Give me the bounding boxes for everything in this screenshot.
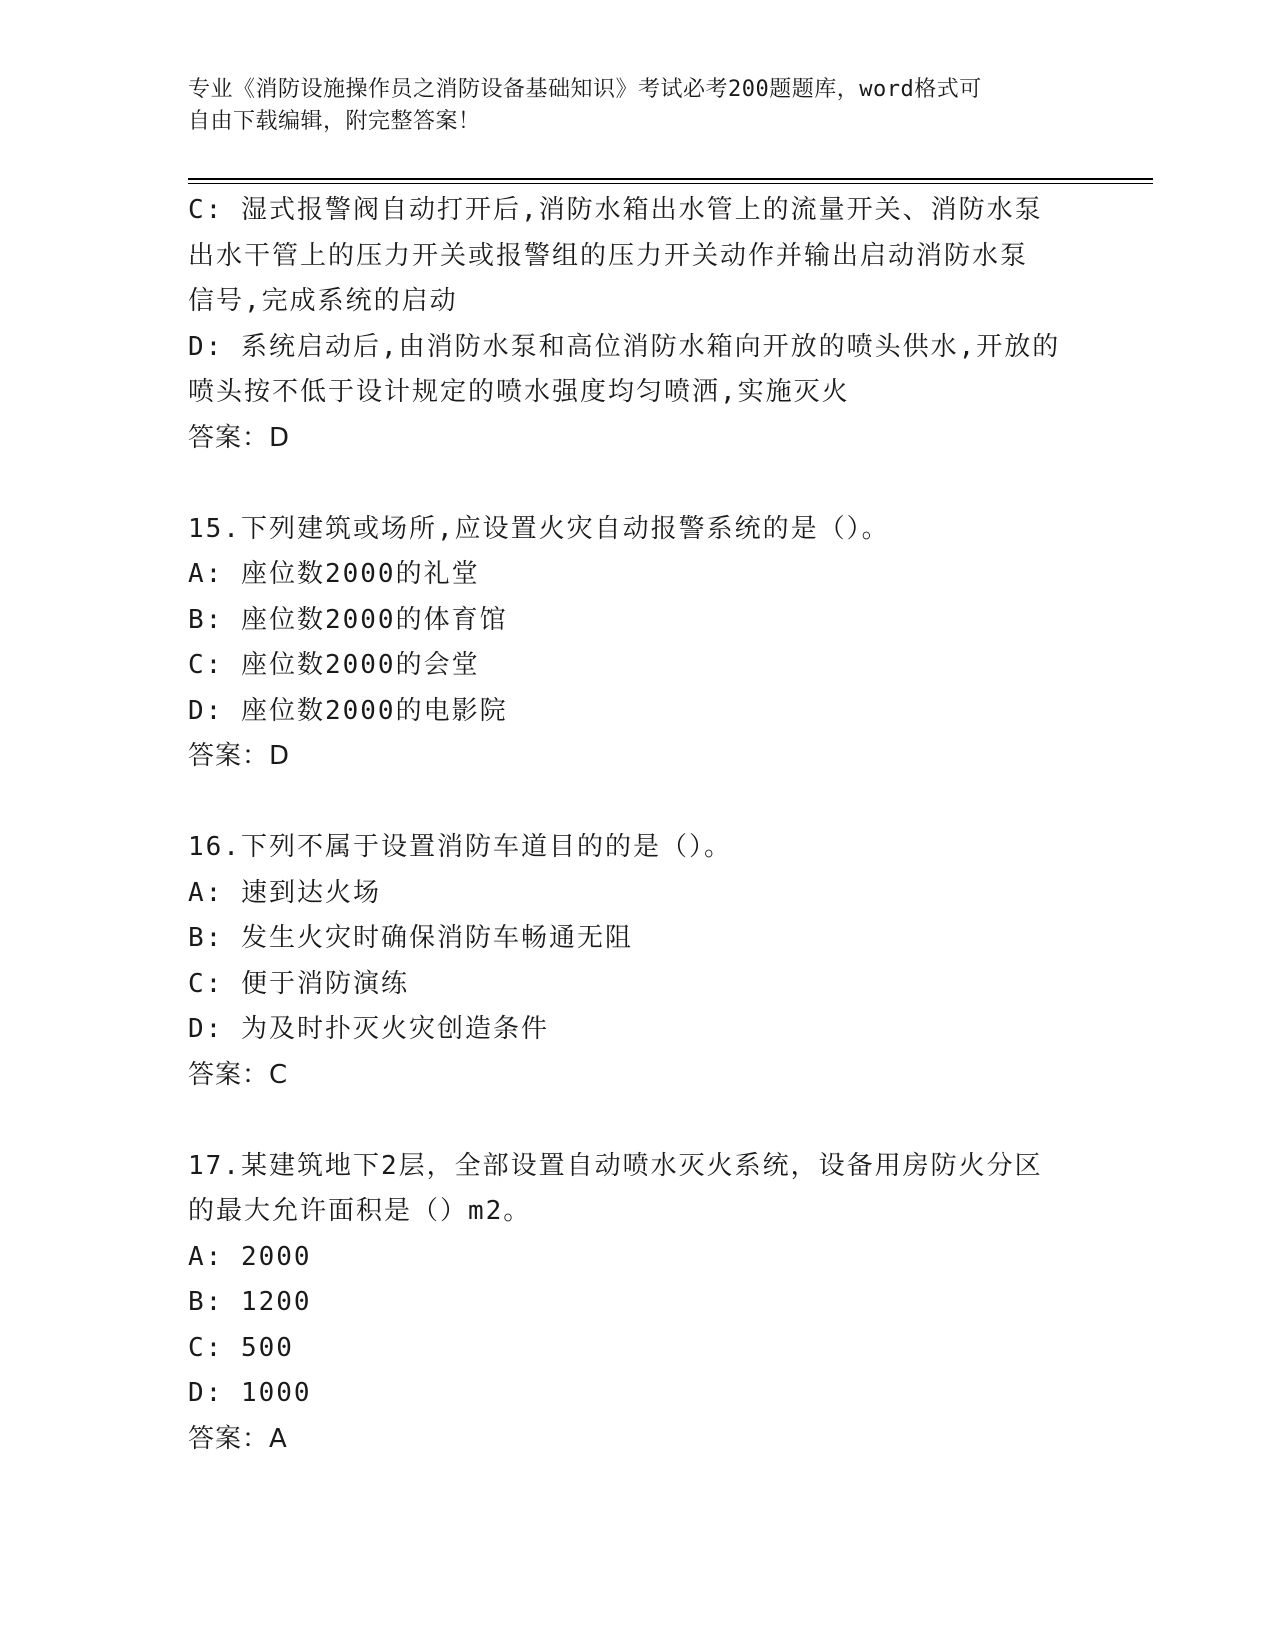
document-header xyxy=(188,74,1088,138)
option-b: B: 发生火灾时确保消防车畅通无阻 xyxy=(188,923,633,953)
header-line-1: 专业《消防设施操作员之消防设备基础知识》考试必考200题题库，word格式可 xyxy=(188,77,982,102)
option-d: D: 为及时扑灭火灾创造条件 xyxy=(188,1014,549,1044)
header-divider-thick xyxy=(188,178,1153,180)
question-15 xyxy=(188,507,1088,780)
header-line-2: 自由下载编辑，附完整答案！ xyxy=(188,109,481,134)
question-text: 17.某建筑地下2层，全部设置自动喷水灭火系统，设备用房防火分区 xyxy=(188,1150,1043,1181)
option-b: B: 座位数2000的体育馆 xyxy=(188,604,508,635)
option-c-line: C: 湿式报警阀自动打开后,消防水箱出水管上的流量开关、消防水泵 xyxy=(188,195,1043,225)
option-d-line: 喷头按不低于设计规定的喷水强度均匀喷洒,实施灭火 xyxy=(188,377,850,407)
question-17 xyxy=(188,1144,1088,1463)
spacer xyxy=(188,461,1088,507)
option-a: A: 座位数2000的礼堂 xyxy=(188,559,480,589)
option-c: C: 便于消防演练 xyxy=(188,968,409,999)
question-16 xyxy=(188,825,1088,1098)
option-c: C: 座位数2000的会堂 xyxy=(188,650,480,680)
option-a: A: 速到达火场 xyxy=(188,877,381,908)
option-d-line: D: 系统启动后,由消防水泵和高位消防水箱向开放的喷头供水,开放的 xyxy=(188,331,1061,362)
question-text: 15.下列建筑或场所,应设置火灾自动报警系统的是（）。 xyxy=(188,513,890,544)
option-a: A: 2000 xyxy=(188,1241,312,1272)
answer-line: 答案：A xyxy=(188,1423,288,1454)
option-d: D: 座位数2000的电影院 xyxy=(188,695,508,726)
option-d: D: 1000 xyxy=(188,1378,312,1408)
spacer xyxy=(188,780,1088,826)
answer-line: 答案：C xyxy=(188,1059,289,1090)
header-divider-thin xyxy=(188,183,1153,184)
question-text: 的最大允许面积是（）m2。 xyxy=(188,1196,532,1226)
option-c-line: 出水干管上的压力开关或报警组的压力开关动作并输出启动消防水泵 xyxy=(188,240,1029,271)
option-b: B: 1200 xyxy=(188,1287,312,1317)
answer-line: 答案：D xyxy=(188,422,291,453)
question-14-continuation xyxy=(188,188,1088,461)
document-body xyxy=(188,188,1088,1462)
option-c-line: 信号,完成系统的启动 xyxy=(188,286,458,316)
answer-line: 答案：D xyxy=(188,741,291,771)
spacer xyxy=(188,1098,1088,1144)
option-c: C: 500 xyxy=(188,1332,294,1363)
question-text: 16.下列不属于设置消防车道目的的是（）。 xyxy=(188,832,732,862)
